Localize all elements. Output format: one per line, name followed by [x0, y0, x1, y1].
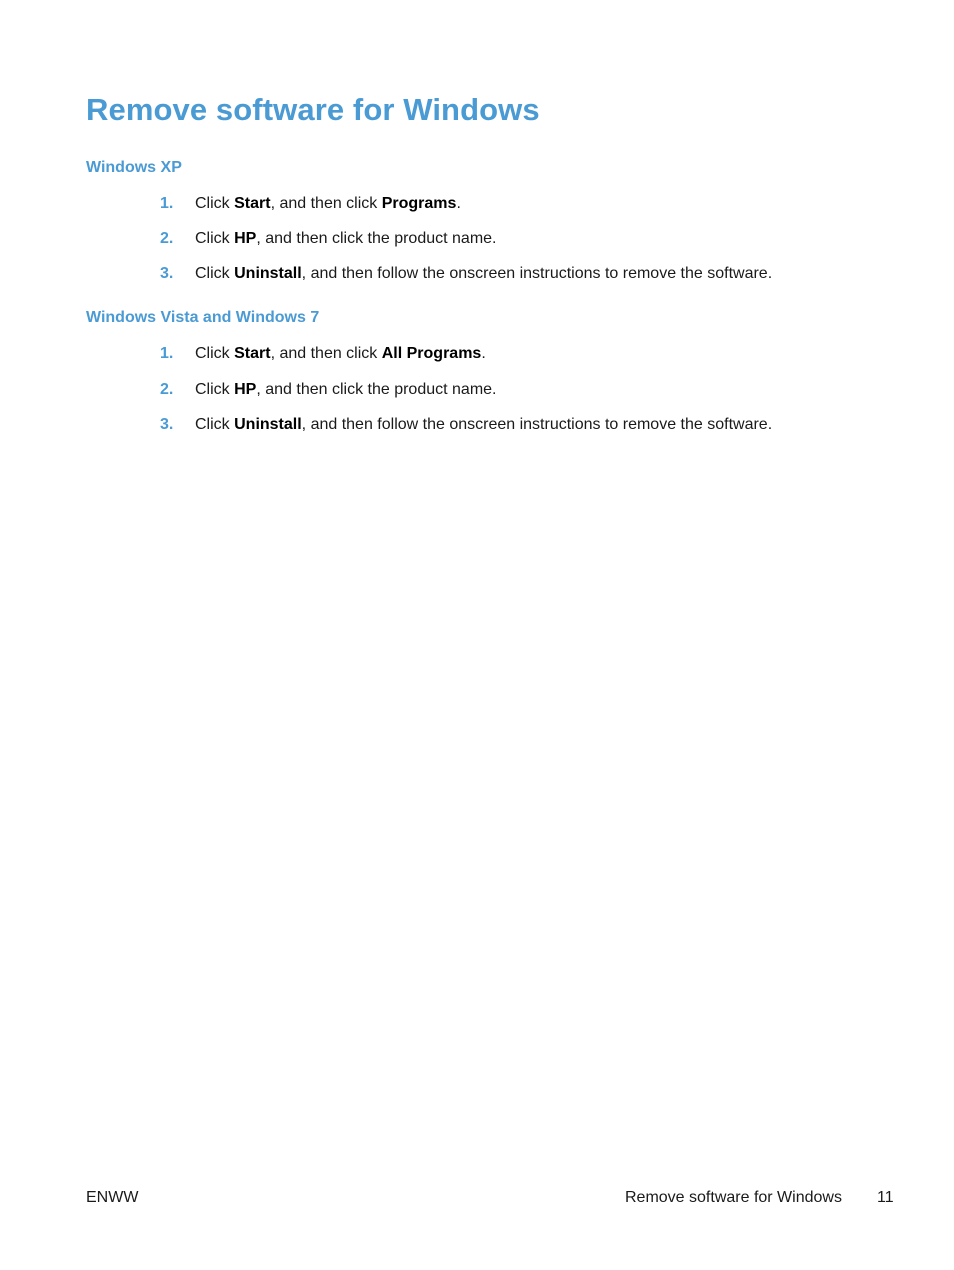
step-number: 3. [160, 265, 174, 282]
list-item [160, 380, 496, 400]
step-number: 2. [160, 230, 174, 247]
ui-term: Uninstall [234, 265, 302, 282]
list-item [160, 194, 461, 214]
step-number: 1. [160, 195, 174, 212]
ui-term: Uninstall [234, 416, 302, 433]
step-text: Click Uninstall, and then follow the onscreen instructions to remove the software. [195, 265, 773, 282]
step-text: Click HP, and then click the product name. [195, 230, 497, 247]
ui-term: All Programs [381, 345, 482, 362]
step-number: 3. [160, 416, 174, 433]
footer-left: ENWW [86, 1189, 139, 1206]
list-item [160, 415, 772, 435]
list-item [160, 264, 772, 284]
ui-term: Start [234, 195, 271, 212]
ui-term: Programs [381, 195, 457, 212]
ui-term: HP [234, 381, 257, 398]
footer-section-title: Remove software for Windows [625, 1189, 842, 1206]
list-item [160, 229, 496, 249]
section-heading-windows-vista-7: Windows Vista and Windows 7 [86, 309, 320, 326]
ui-term: HP [234, 230, 257, 247]
list-item [160, 344, 486, 364]
step-number: 2. [160, 381, 174, 398]
step-text: Click Uninstall, and then follow the onscreen instructions to remove the software. [195, 416, 773, 433]
step-text: Click HP, and then click the product name. [195, 381, 497, 398]
step-text: Click Start, and then click All Programs. [195, 345, 486, 362]
step-number: 1. [160, 345, 174, 362]
page-number: 11 [877, 1189, 894, 1206]
section-heading-windows-xp: Windows XP [86, 159, 182, 176]
ui-term: Start [234, 345, 271, 362]
step-text: Click Start, and then click Programs. [195, 195, 461, 212]
page-title: Remove software for Windows [86, 92, 540, 127]
